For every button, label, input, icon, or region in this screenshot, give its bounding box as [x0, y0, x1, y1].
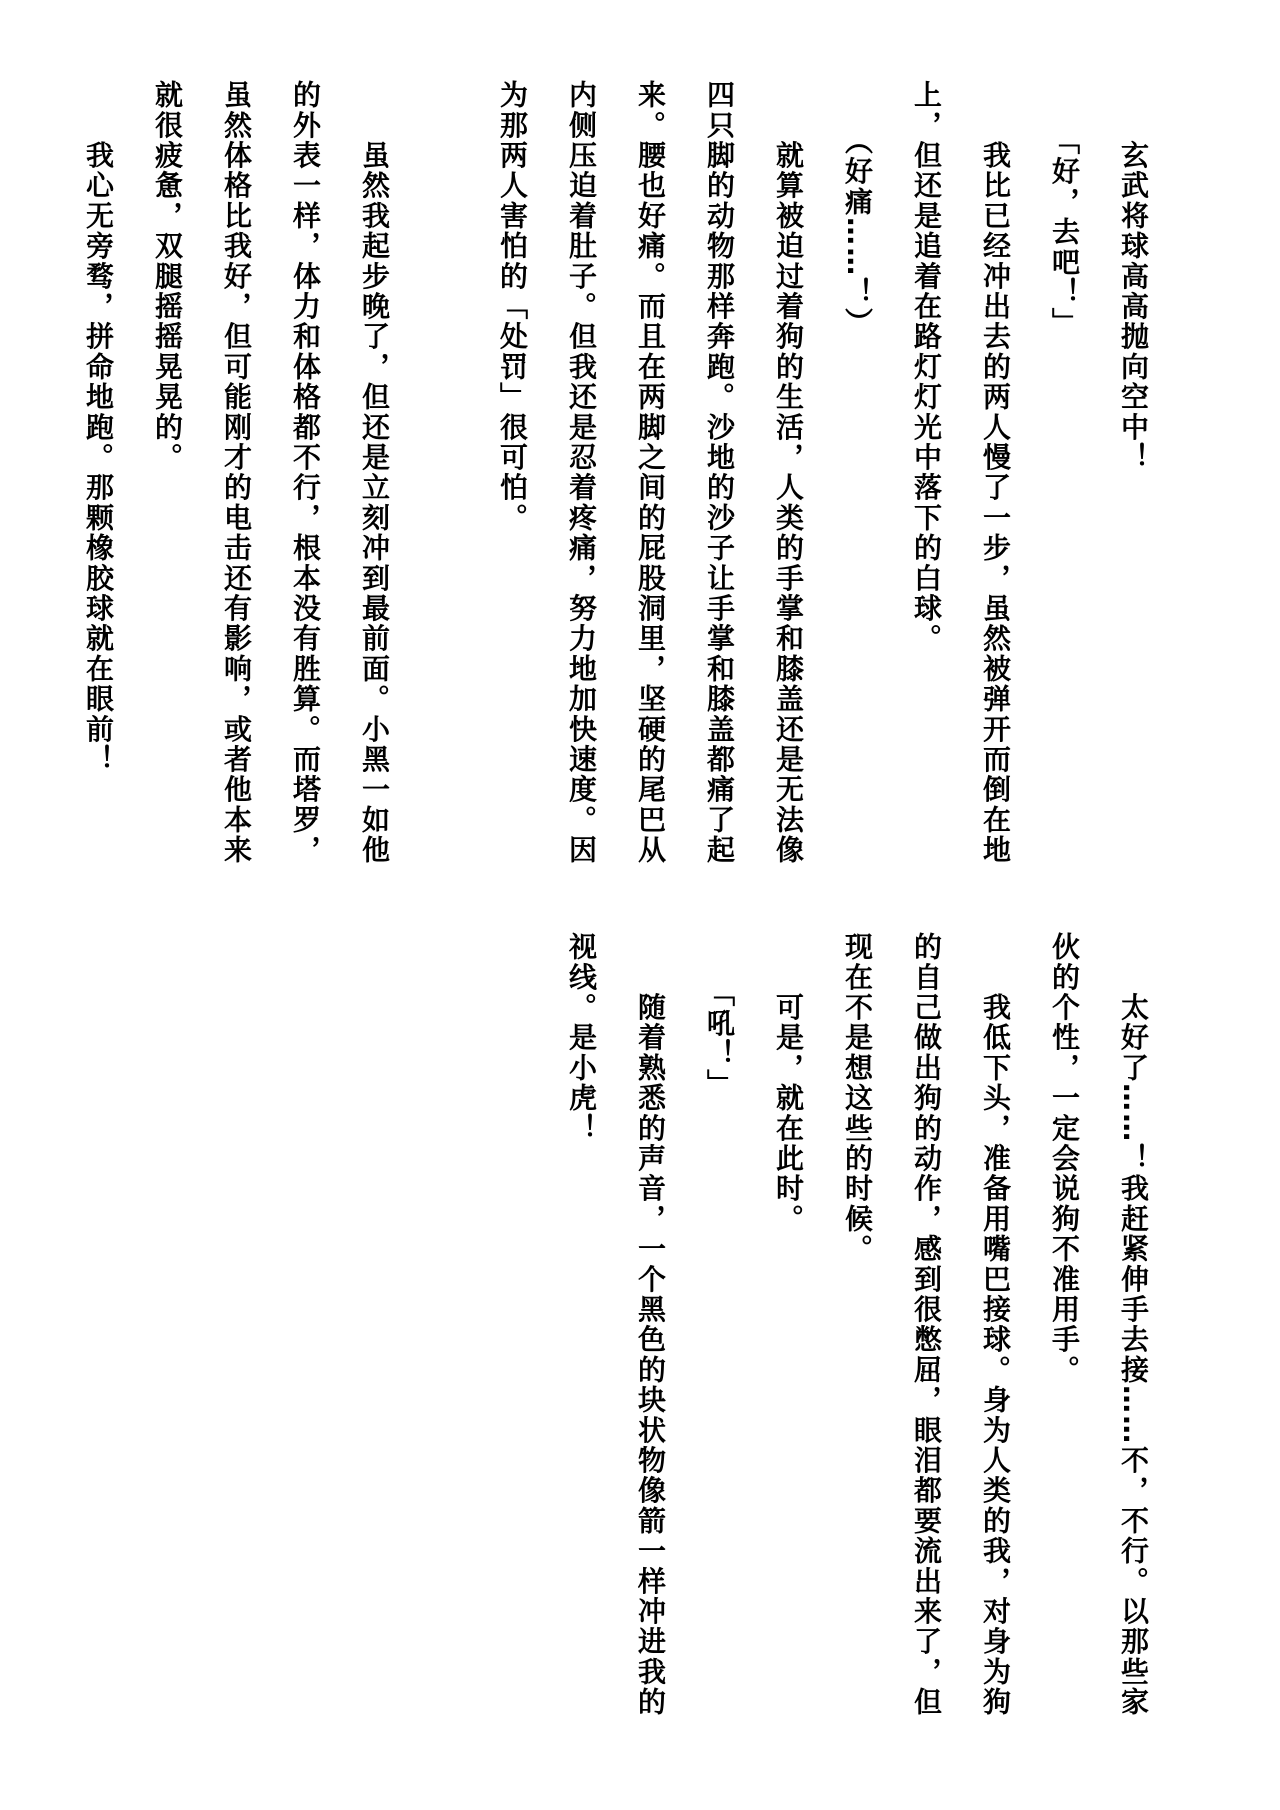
text-band-bottom: [547, 932, 1168, 1722]
text-column: 的自己做出狗的动作，感到很憋屈，眼泪都要流出来了，但: [910, 932, 943, 1718]
text-column: 太好了……！我赶紧伸手去接……不，不行。以那些家: [1117, 932, 1150, 1718]
text-column: 「好，去吧！」: [1048, 80, 1081, 338]
text-column: 我心无旁骛，拼命地跑。那颗橡胶球就在眼前！: [82, 80, 115, 775]
text-column: 我低下头，准备用嘴巴接球。身为人类的我，对身为狗: [979, 932, 1012, 1718]
text-column: 随着熟悉的声音，一个黑色的块状物像箭一样冲进我的: [634, 932, 667, 1718]
text-column: （好痛……！）: [841, 80, 874, 338]
text-column: 四只脚的动物那样奔跑。沙地的沙子让手掌和膝盖都痛了起: [703, 80, 736, 866]
text-column: 现在不是想这些的时候。: [841, 932, 874, 1265]
text-column: 可是，就在此时。: [772, 932, 805, 1234]
text-column: 为那两人害怕的「处罚」很可怕。: [496, 80, 529, 533]
text-column: 上，但还是追着在路灯灯光中落下的白球。: [910, 80, 943, 654]
text-column: 我比已经冲出去的两人慢了一步，虽然被弹开而倒在地: [979, 80, 1012, 866]
text-column: 伙的个性，一定会说狗不准用手。: [1048, 932, 1081, 1385]
text-column: 「吼！」: [703, 932, 736, 1100]
text-column: 就很疲惫，双腿摇摇晃晃的。: [151, 80, 184, 473]
text-band-top: [64, 80, 1168, 870]
text-column: 来。腰也好痛。而且在两脚之间的屁股洞里，坚硬的尾巴从: [634, 80, 667, 866]
text-column: 就算被迫过着狗的生活，人类的手掌和膝盖还是无法像: [772, 80, 805, 866]
text-column: 玄武将球高高抛向空中！: [1117, 80, 1150, 473]
text-column: 视线。是小虎！: [565, 932, 598, 1144]
text-column: 虽然体格比我好，但可能刚才的电击还有影响，或者他本来: [220, 80, 253, 866]
text-column: 虽然我起步晚了，但还是立刻冲到最前面。小黑一如他: [358, 80, 391, 866]
text-column: 内侧压迫着肚子。但我还是忍着疼痛，努力地加快速度。因: [565, 80, 598, 866]
text-column: [409, 80, 478, 870]
text-column: 的外表一样，体力和体格都不行，根本没有胜算。而塔罗，: [289, 80, 322, 866]
